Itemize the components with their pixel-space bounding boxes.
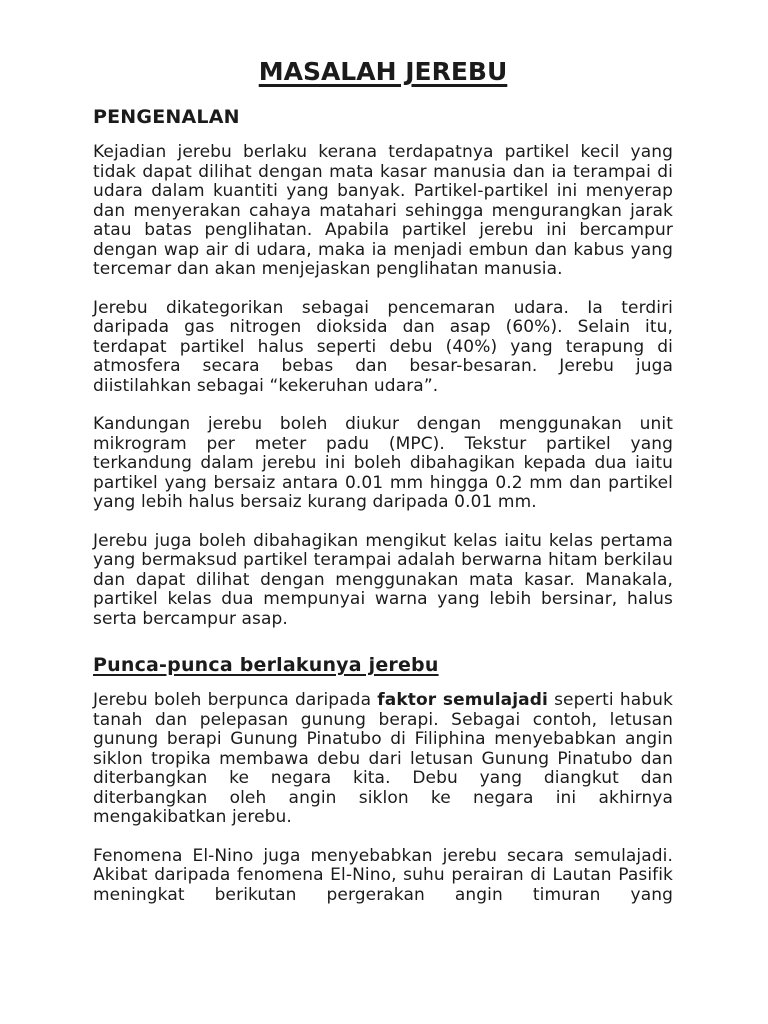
paragraph-causes-1: Jerebu boleh berpunca daripada faktor semulajadi seperti habuk tanah dan pelepasan gunung berapi. Sebagai contoh, letusan gunung berapi Gunung Pinatubo di Filiphina menyebabkan angin siklon tropika membawa debu dari letusan Gunung Pinatubo dan diterbangkan ke negara kita. Debu yang diangkut dan diterbangkan oleh angin siklon ke negara ini akhirnya mengakibatkan jerebu. bbox=[93, 690, 673, 827]
paragraph-intro-1: Kejadian jerebu berlaku kerana terdapatnya partikel kecil yang tidak dapat dilihat dengan mata kasar manusia dan ia terampai di udara dalam kuantiti yang banyak. Partikel-partikel ini menyerap dan menyerakan cahaya matahari sehingga mengurangkan jarak atau batas penglihatan. Apabila partikel jerebu ini bercampur dengan wap air di udara, maka ia menjadi embun dan kabus yang tercemar dan akan menjejaskan penglihatan manusia. bbox=[93, 142, 673, 279]
paragraph-causes-2: Fenomena El-Nino juga menyebabkan jerebu secara semulajadi. Akibat daripada fenomena El-Nino, suhu perairan di Lautan Pasifik meningkat berikutan pergerakan angin timuran yang bbox=[93, 845, 673, 905]
paragraph-intro-2: Jerebu dikategorikan sebagai pencemaran udara. Ia terdiri daripada gas nitrogen dioksida dan asap (60%). Selain itu, terdapat partikel halus seperti debu (40%) yang terapung di atmosfera secara bebas dan besar-besaran. Jerebu juga diistilahkan sebagai “kekeruhan udara”. bbox=[93, 297, 673, 396]
paragraph-intro-4: Jerebu juga boleh dibahagikan mengikut kelas iaitu kelas pertama yang bermaksud partikel terampai adalah berwarna hitam berkilau dan dapat dilihat dengan menggunakan mata kasar. Manakala, partikel kelas dua mempunyai warna yang lebih bersinar, halus serta bercampur asap. bbox=[93, 530, 673, 629]
page-title: MASALAH JEREBU bbox=[258, 57, 508, 86]
paragraph-intro-3: Kandungan jerebu boleh diukur dengan menggunakan unit mikrogram per meter padu (MPC). Tekstur partikel yang terkandung dalam jerebu ini boleh dibahagikan kepada dua iaitu partikel yang bersaiz antara 0.01 mm hingga 0.2 mm dan partikel yang lebih halus bersaiz kurang daripada 0.01 mm. bbox=[93, 414, 673, 512]
section-heading-punca-punca: Punca-punca berlakunya jerebu bbox=[93, 654, 439, 676]
section-heading-pengenalan: PENGENALAN bbox=[93, 106, 240, 128]
